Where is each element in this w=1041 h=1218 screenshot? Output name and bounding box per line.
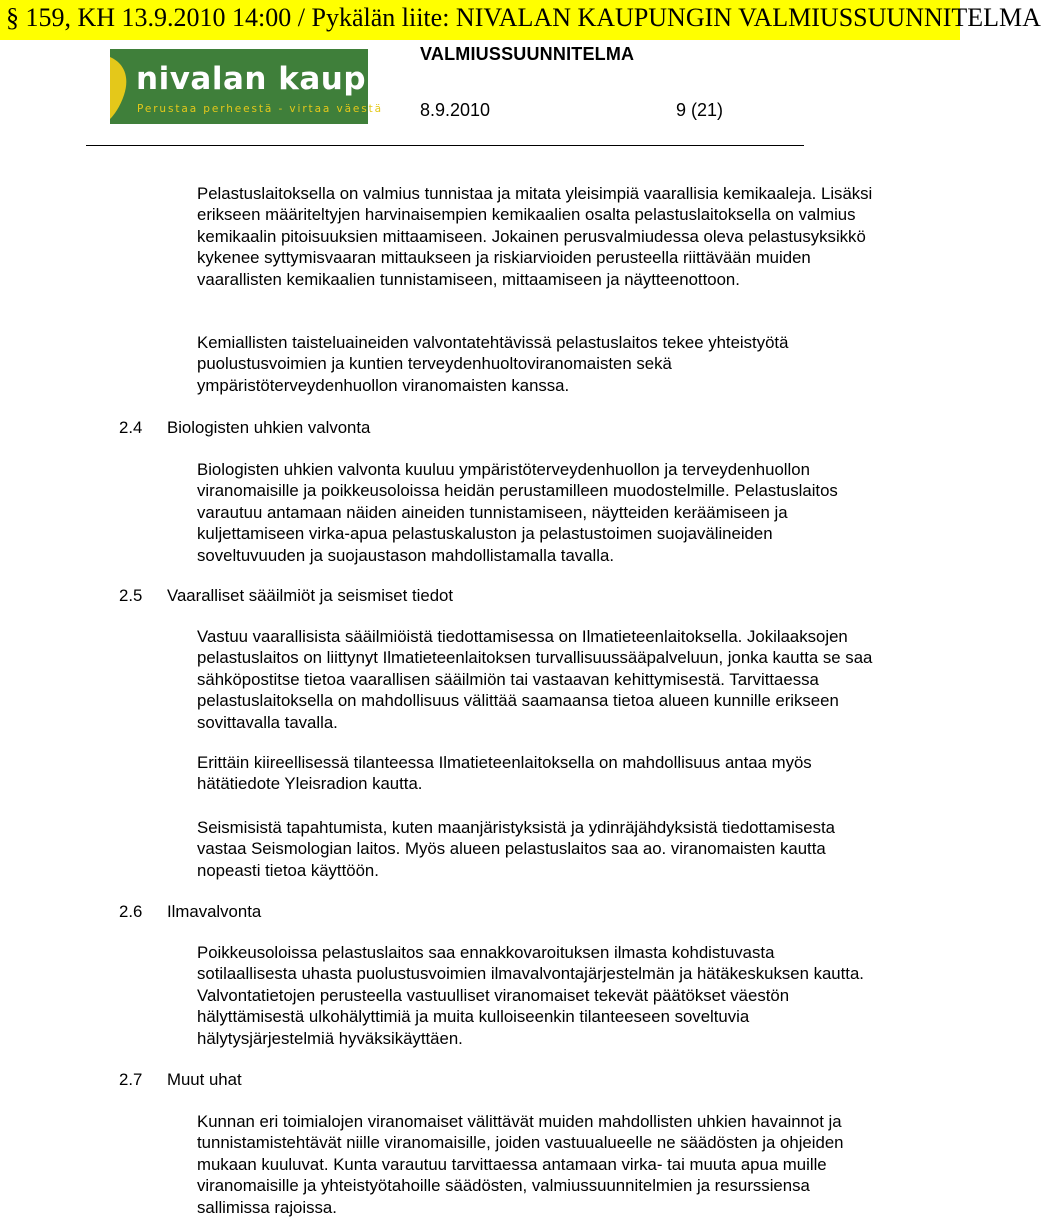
header-divider xyxy=(86,145,804,146)
logo-name: nivalan kaupunki xyxy=(136,61,444,97)
section-title: Ilmavalvonta xyxy=(167,902,262,921)
paragraph-chemical-warfare: Kemiallisten taisteluaineiden valvontatehtävissä pelastuslaitos tekee yhteistyötä puolustusvoimien ja kuntien terveydenhuoltoviranomaisten sekä ympäristöterveydenhuollon viranomaisten kanssa. xyxy=(197,333,789,395)
paragraph-chemical-detection: Pelastuslaitoksella on valmius tunnistaa ja mitata yleisimpiä vaarallisia kemikaaleja. Lisäksi erikseen määriteltyjen harvinaisempien kemikaalien osalta pelastuslaitoksella on valmius kemikaalin pitoisuuksien mittaamiseen. Jokainen perusvalmiudessa oleva pelastusyksikkö kykenee syttymisvaaran mittaukseen ja riskiarvioiden perusteella riittävään muiden vaarallisten kemikaalien tunnistamiseen, mittaamiseen ja näytteenottoon. xyxy=(197,184,873,289)
paragraph-seismic: Seismisistä tapahtumista, kuten maanjäristyksistä ja ydinräjähdyksistä tiedottamisesta vastaa Seismologian laitos. Myös alueen pelastuslaitos saa ao. viranomaisten kautta nopeasti tietoa käyttöön. xyxy=(197,818,835,880)
paragraph-biological: Biologisten uhkien valvonta kuuluu ympäristöterveydenhuollon ja terveydenhuollon viranomaisille ja poikkeusoloissa heidän perustamilleen muodostelmille. Pelastuslaitos varautuu antamaan näiden aineiden tunnistamiseen, näytteiden keräämiseen ja kuljettamiseen virka-apua pelastuskaluston ja pelastustoimen suojavälineiden soveltuvuuden ja suojaustason mahdollistamalla tavalla. xyxy=(197,460,838,565)
section-title: Vaaralliset sääilmiöt ja seismiset tiedot xyxy=(167,586,454,605)
section-number: 2.7 xyxy=(119,1070,143,1089)
section-title: Muut uhat xyxy=(167,1070,242,1089)
section-title: Biologisten uhkien valvonta xyxy=(167,418,371,437)
paragraph-air-surveillance: Poikkeusoloissa pelastuslaitos saa ennakkovaroituksen ilmasta kohdistuvasta sotilaallisesta uhasta puolustusvoimien ilmavalvontajärjestelmän ja hätäkeskuksen kautta. Valvontatietojen perusteella vastuulliset viranomaiset tekevät päätökset väestön hälyttämisestä ulkohälyttimiä ja muita kulloiseenkin tilanteeseen soveltuvia hälytysjärjestelmiä hyväksikäyttäen. xyxy=(197,943,864,1048)
document-title: VALMIUSSUUNNITELMA xyxy=(420,44,635,64)
city-logo xyxy=(110,49,444,124)
document-date: 8.9.2010 xyxy=(420,100,491,120)
agenda-banner: § 159, KH 13.9.2010 14:00 / Pykälän liite: NIVALAN KAUPUNGIN VALMIUSSUUNNITELMA xyxy=(0,0,960,40)
page-number: 9 (21) xyxy=(676,100,724,120)
section-number: 2.4 xyxy=(119,418,143,437)
paragraph-weather: Vastuu vaarallisista sääilmiöistä tiedottamisessa on Ilmatieteenlaitoksella. Jokilaaksojen pelastuslaitos on liittynyt Ilmatieteenlaitoksen turvallisuussääpalveluun, jonka kautta se saa sähköpostitse tietoa vaarallisen sääilmiön tai vastaavan kehittymisestä. Tarvittaessa pelastuslaitoksella on mahdollisuus välittää saamaansa tietoa alueen kunnille erikseen sovittavalla tavalla. xyxy=(197,627,873,732)
paragraph-emergency-bulletin: Erittäin kiireellisessä tilanteessa Ilmatieteenlaitoksella on mahdollisuus antaa myös hätätiedote Yleisradion kautta. xyxy=(197,753,812,794)
section-number: 2.5 xyxy=(119,586,143,605)
logo-slogan: Perustaa perheestä - virtaa väestä xyxy=(137,103,384,115)
section-number: 2.6 xyxy=(119,902,143,921)
paragraph-other-threats: Kunnan eri toimialojen viranomaiset välittävät muiden mahdollisten uhkien havainnot ja tunnistamistehtävät niille viranomaisille, joiden vastuualueelle ne säädösten ja ohjeiden mukaan kuuluvat. Kunta varautuu tarvittaessa antamaan virka- tai muuta apua muille viranomaisille ja yhteistyötahoille säädösten, valmiussuunnitelmien ja resurssiensa sallimissa rajoissa. xyxy=(197,1112,844,1217)
